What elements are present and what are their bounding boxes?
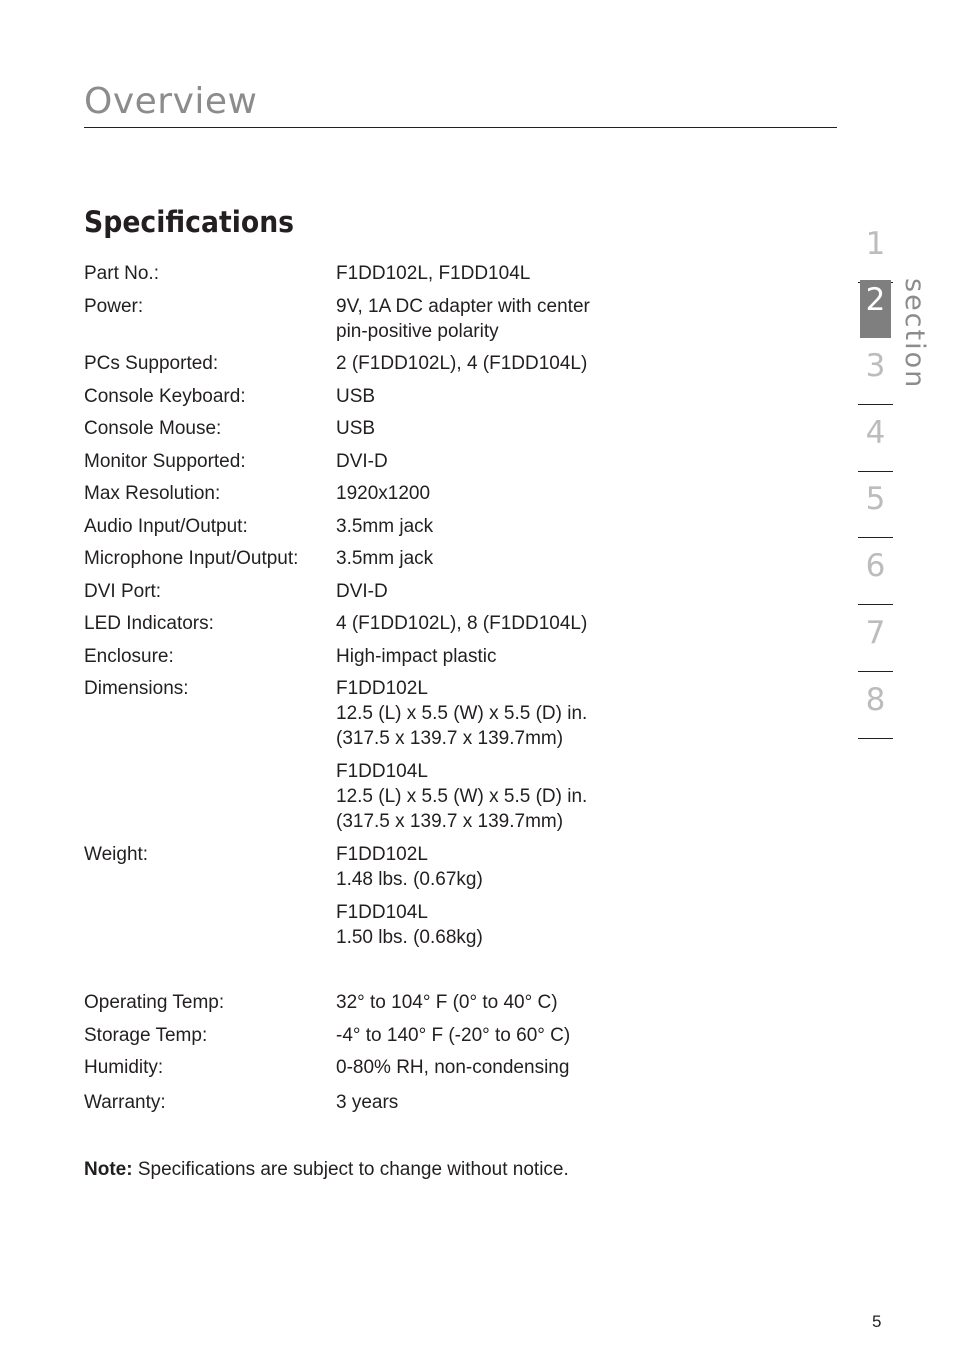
section-nav-label: section xyxy=(899,278,930,390)
spec-value: F1DD102L 12.5 (L) x 5.5 (W) x 5.5 (D) in. (317.5 x 139.7 x 139.7mm) xyxy=(336,678,588,749)
spec-value: F1DD104L 1.50 lbs. (0.68kg) xyxy=(336,902,483,948)
spec-value: 9V, 1A DC adapter with center pin-positive polarity xyxy=(336,296,590,342)
spec-label: PCs Supported: xyxy=(84,353,219,374)
spec-label: Storage Temp: xyxy=(84,1025,208,1046)
spec-label: Warranty: xyxy=(84,1092,166,1113)
section-nav-item-1[interactable]: 1 xyxy=(858,224,893,283)
spec-label: Operating Temp: xyxy=(84,992,225,1013)
page-header xyxy=(84,80,837,128)
spec-label: DVI Port: xyxy=(84,581,162,602)
section-nav-item-8[interactable]: 8 xyxy=(858,680,893,739)
spec-value: F1DD102L, F1DD104L xyxy=(336,263,531,284)
spec-value: USB xyxy=(336,386,376,407)
section-nav-item-3[interactable]: 3 xyxy=(858,346,893,405)
note-text: Specifications are subject to change without notice. xyxy=(132,1159,569,1180)
spec-value: 3 years xyxy=(336,1092,399,1113)
section-nav-item-6[interactable]: 6 xyxy=(858,546,893,605)
spec-label: Humidity: xyxy=(84,1057,164,1078)
section-nav-item-4[interactable]: 4 xyxy=(858,413,893,472)
note-label: Note: xyxy=(84,1159,133,1180)
spec-label: LED Indicators: xyxy=(84,613,214,634)
spec-label: Microphone Input/Output: xyxy=(84,548,299,569)
spec-label: Dimensions: xyxy=(84,678,189,699)
section-nav-item-2[interactable]: 2 xyxy=(860,280,891,338)
spec-label: Console Keyboard: xyxy=(84,386,246,407)
spec-value: F1DD102L 1.48 lbs. (0.67kg) xyxy=(336,844,483,890)
spec-label: Weight: xyxy=(84,844,149,865)
spec-label: Part No.: xyxy=(84,263,159,284)
page-number: 5 xyxy=(872,1312,882,1331)
spec-value: 4 (F1DD102L), 8 (F1DD104L) xyxy=(336,613,588,634)
spec-label: Audio Input/Output: xyxy=(84,516,248,537)
spec-value: High-impact plastic xyxy=(336,646,497,667)
spec-value: DVI-D xyxy=(336,451,388,472)
spec-value: 0-80% RH, non-condensing xyxy=(336,1057,570,1078)
section-heading: Specifications xyxy=(84,205,295,239)
spec-value: 3.5mm jack xyxy=(336,516,434,537)
spec-value: F1DD104L 12.5 (L) x 5.5 (W) x 5.5 (D) in. (317.5 x 139.7 x 139.7mm) xyxy=(336,761,588,832)
spec-value: DVI-D xyxy=(336,581,388,602)
spec-label: Monitor Supported: xyxy=(84,451,246,472)
page-title: Overview xyxy=(84,81,258,122)
spec-label: Power: xyxy=(84,296,144,317)
spec-label: Console Mouse: xyxy=(84,418,222,439)
section-nav-item-5[interactable]: 5 xyxy=(858,479,893,538)
spec-label: Max Resolution: xyxy=(84,483,221,504)
spec-value: 3.5mm jack xyxy=(336,548,434,569)
spec-value: USB xyxy=(336,418,376,439)
spec-label: Enclosure: xyxy=(84,646,174,667)
spec-value: 1920x1200 xyxy=(336,483,431,504)
spec-value: 32° to 104° F (0° to 40° C) xyxy=(336,992,558,1013)
spec-value: 2 (F1DD102L), 4 (F1DD104L) xyxy=(336,353,588,374)
spec-value: -4° to 140° F (-20° to 60° C) xyxy=(336,1025,571,1046)
note xyxy=(84,1157,569,1182)
section-nav-item-7[interactable]: 7 xyxy=(858,613,893,672)
